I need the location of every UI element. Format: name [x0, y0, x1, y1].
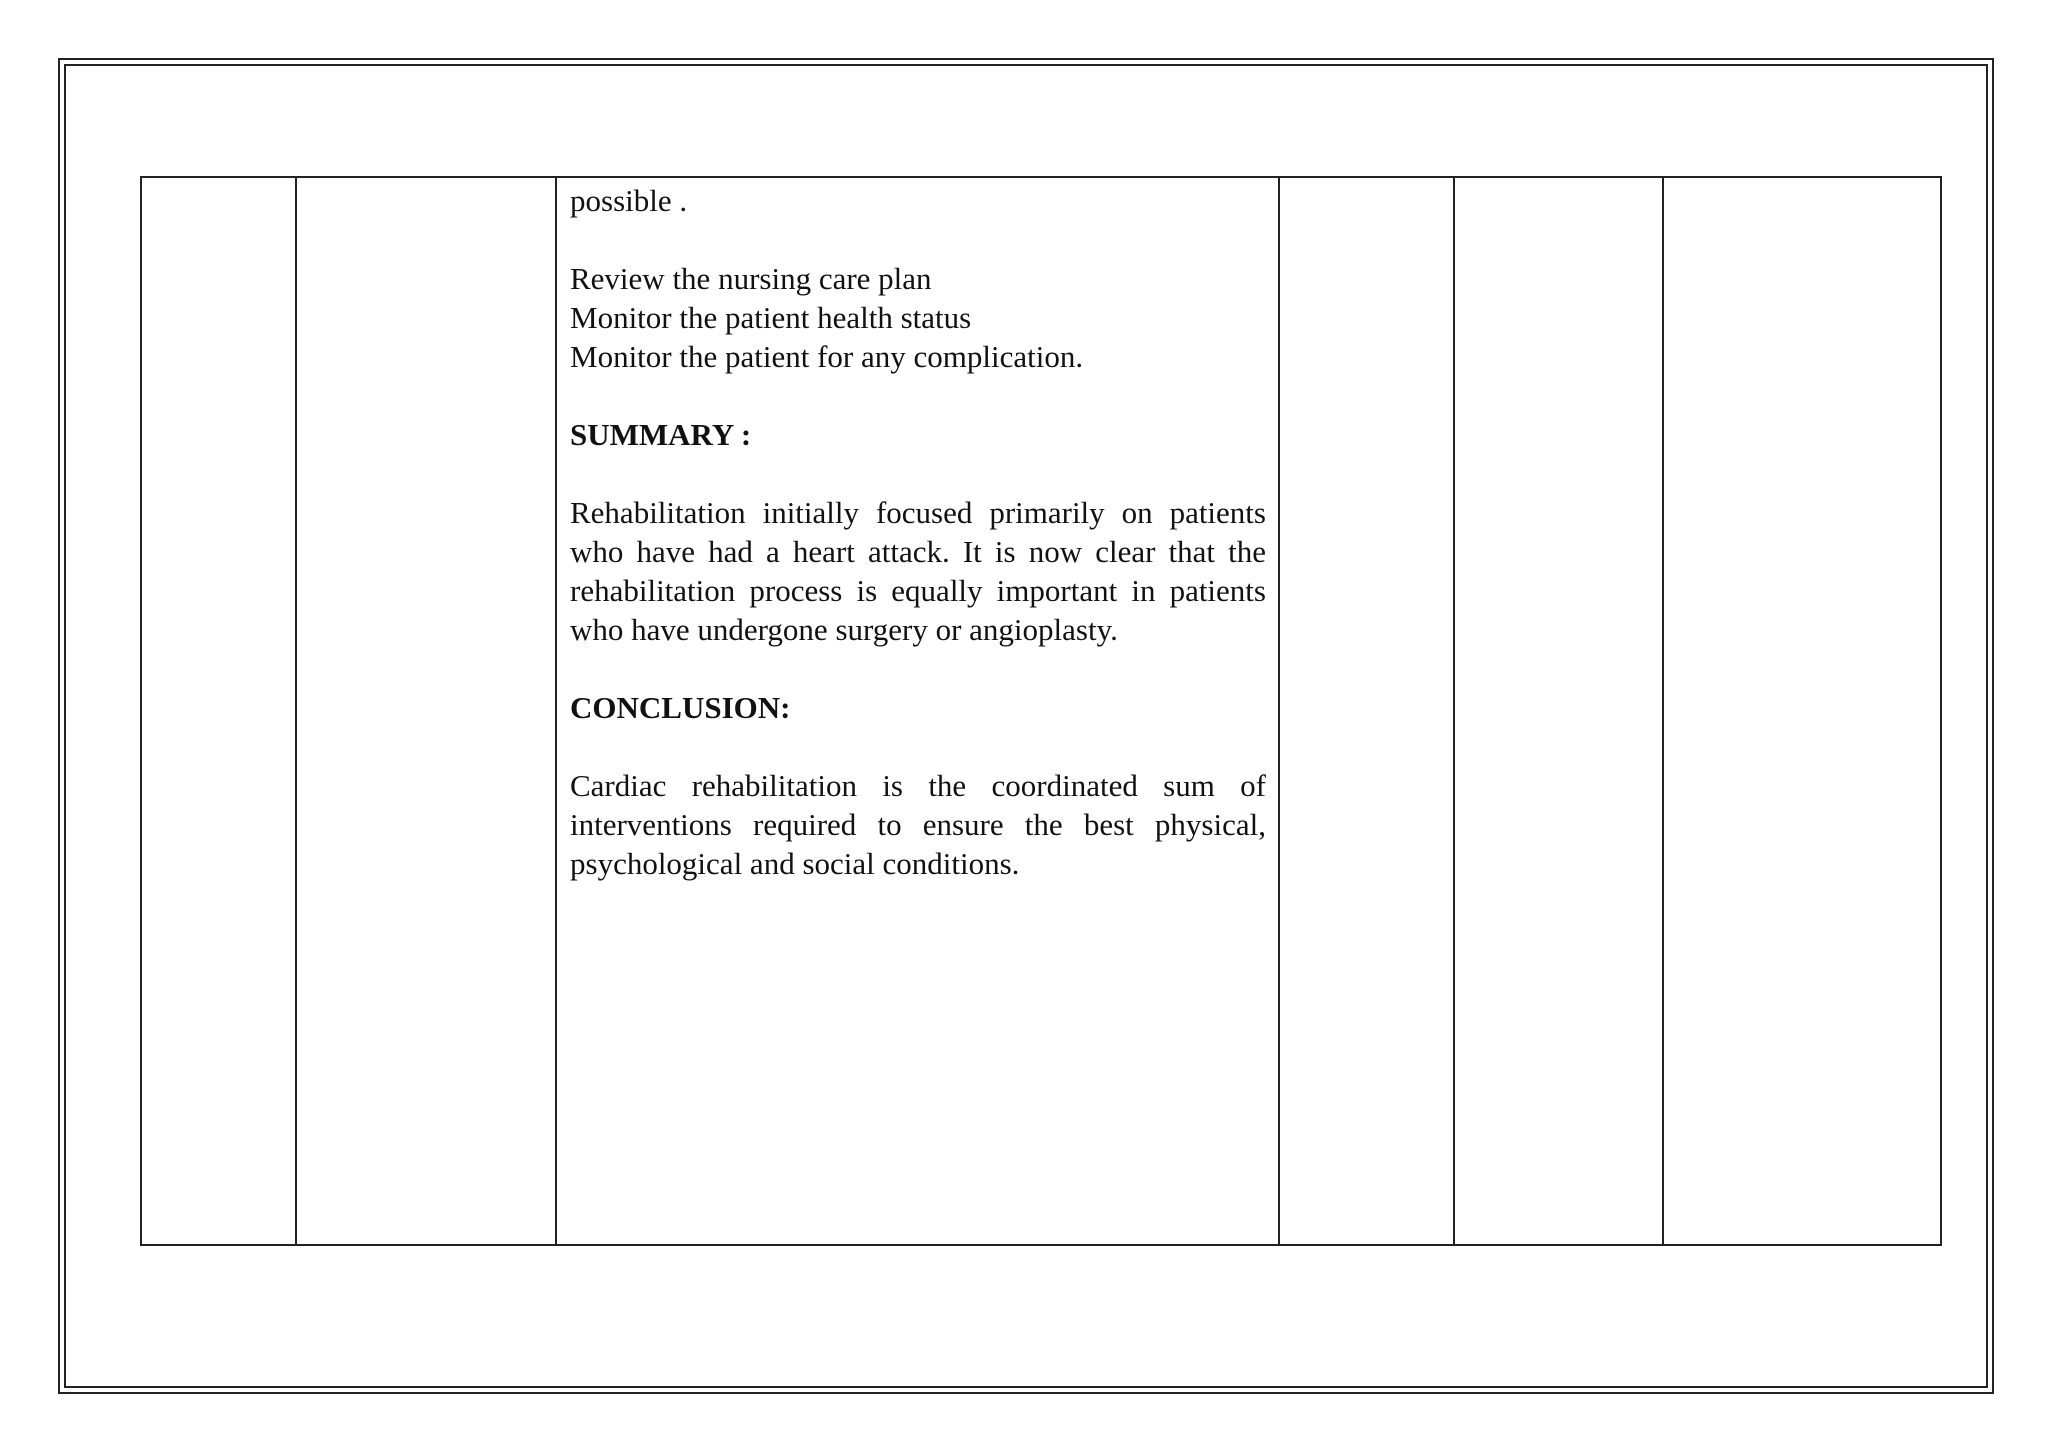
conclusion-body: Cardiac rehabilitation is the coordinated sum of interventions required to ensure the best physical, psychological and social conditions. [570, 768, 1266, 881]
evaluation-line: Review the nursing care plan [570, 261, 932, 296]
conclusion-heading: CONCLUSION: [570, 690, 791, 725]
table-cell-column-6 [1663, 177, 1941, 1245]
summary-body: Rehabilitation initially focused primarily on patients who have had a heart attack. It is now clear that the rehabilitation process is equally important in patients who have undergone surgery or angioplasty. [570, 495, 1266, 647]
continuation-text: possible . [570, 183, 688, 218]
table-row [141, 177, 1941, 1245]
table-cell-intervention [556, 177, 1279, 1245]
table-cell-column-2 [296, 177, 556, 1245]
table-cell-column-1 [141, 177, 296, 1245]
evaluation-list [570, 259, 1266, 376]
evaluation-line: Monitor the patient for any complication. [570, 339, 1084, 374]
intervention-content [557, 178, 1278, 883]
evaluation-line: Monitor the patient health status [570, 300, 972, 335]
table-cell-column-5 [1454, 177, 1663, 1245]
nursing-care-plan-table [140, 176, 1942, 1246]
table-cell-column-4 [1279, 177, 1454, 1245]
summary-heading: SUMMARY : [570, 417, 752, 452]
